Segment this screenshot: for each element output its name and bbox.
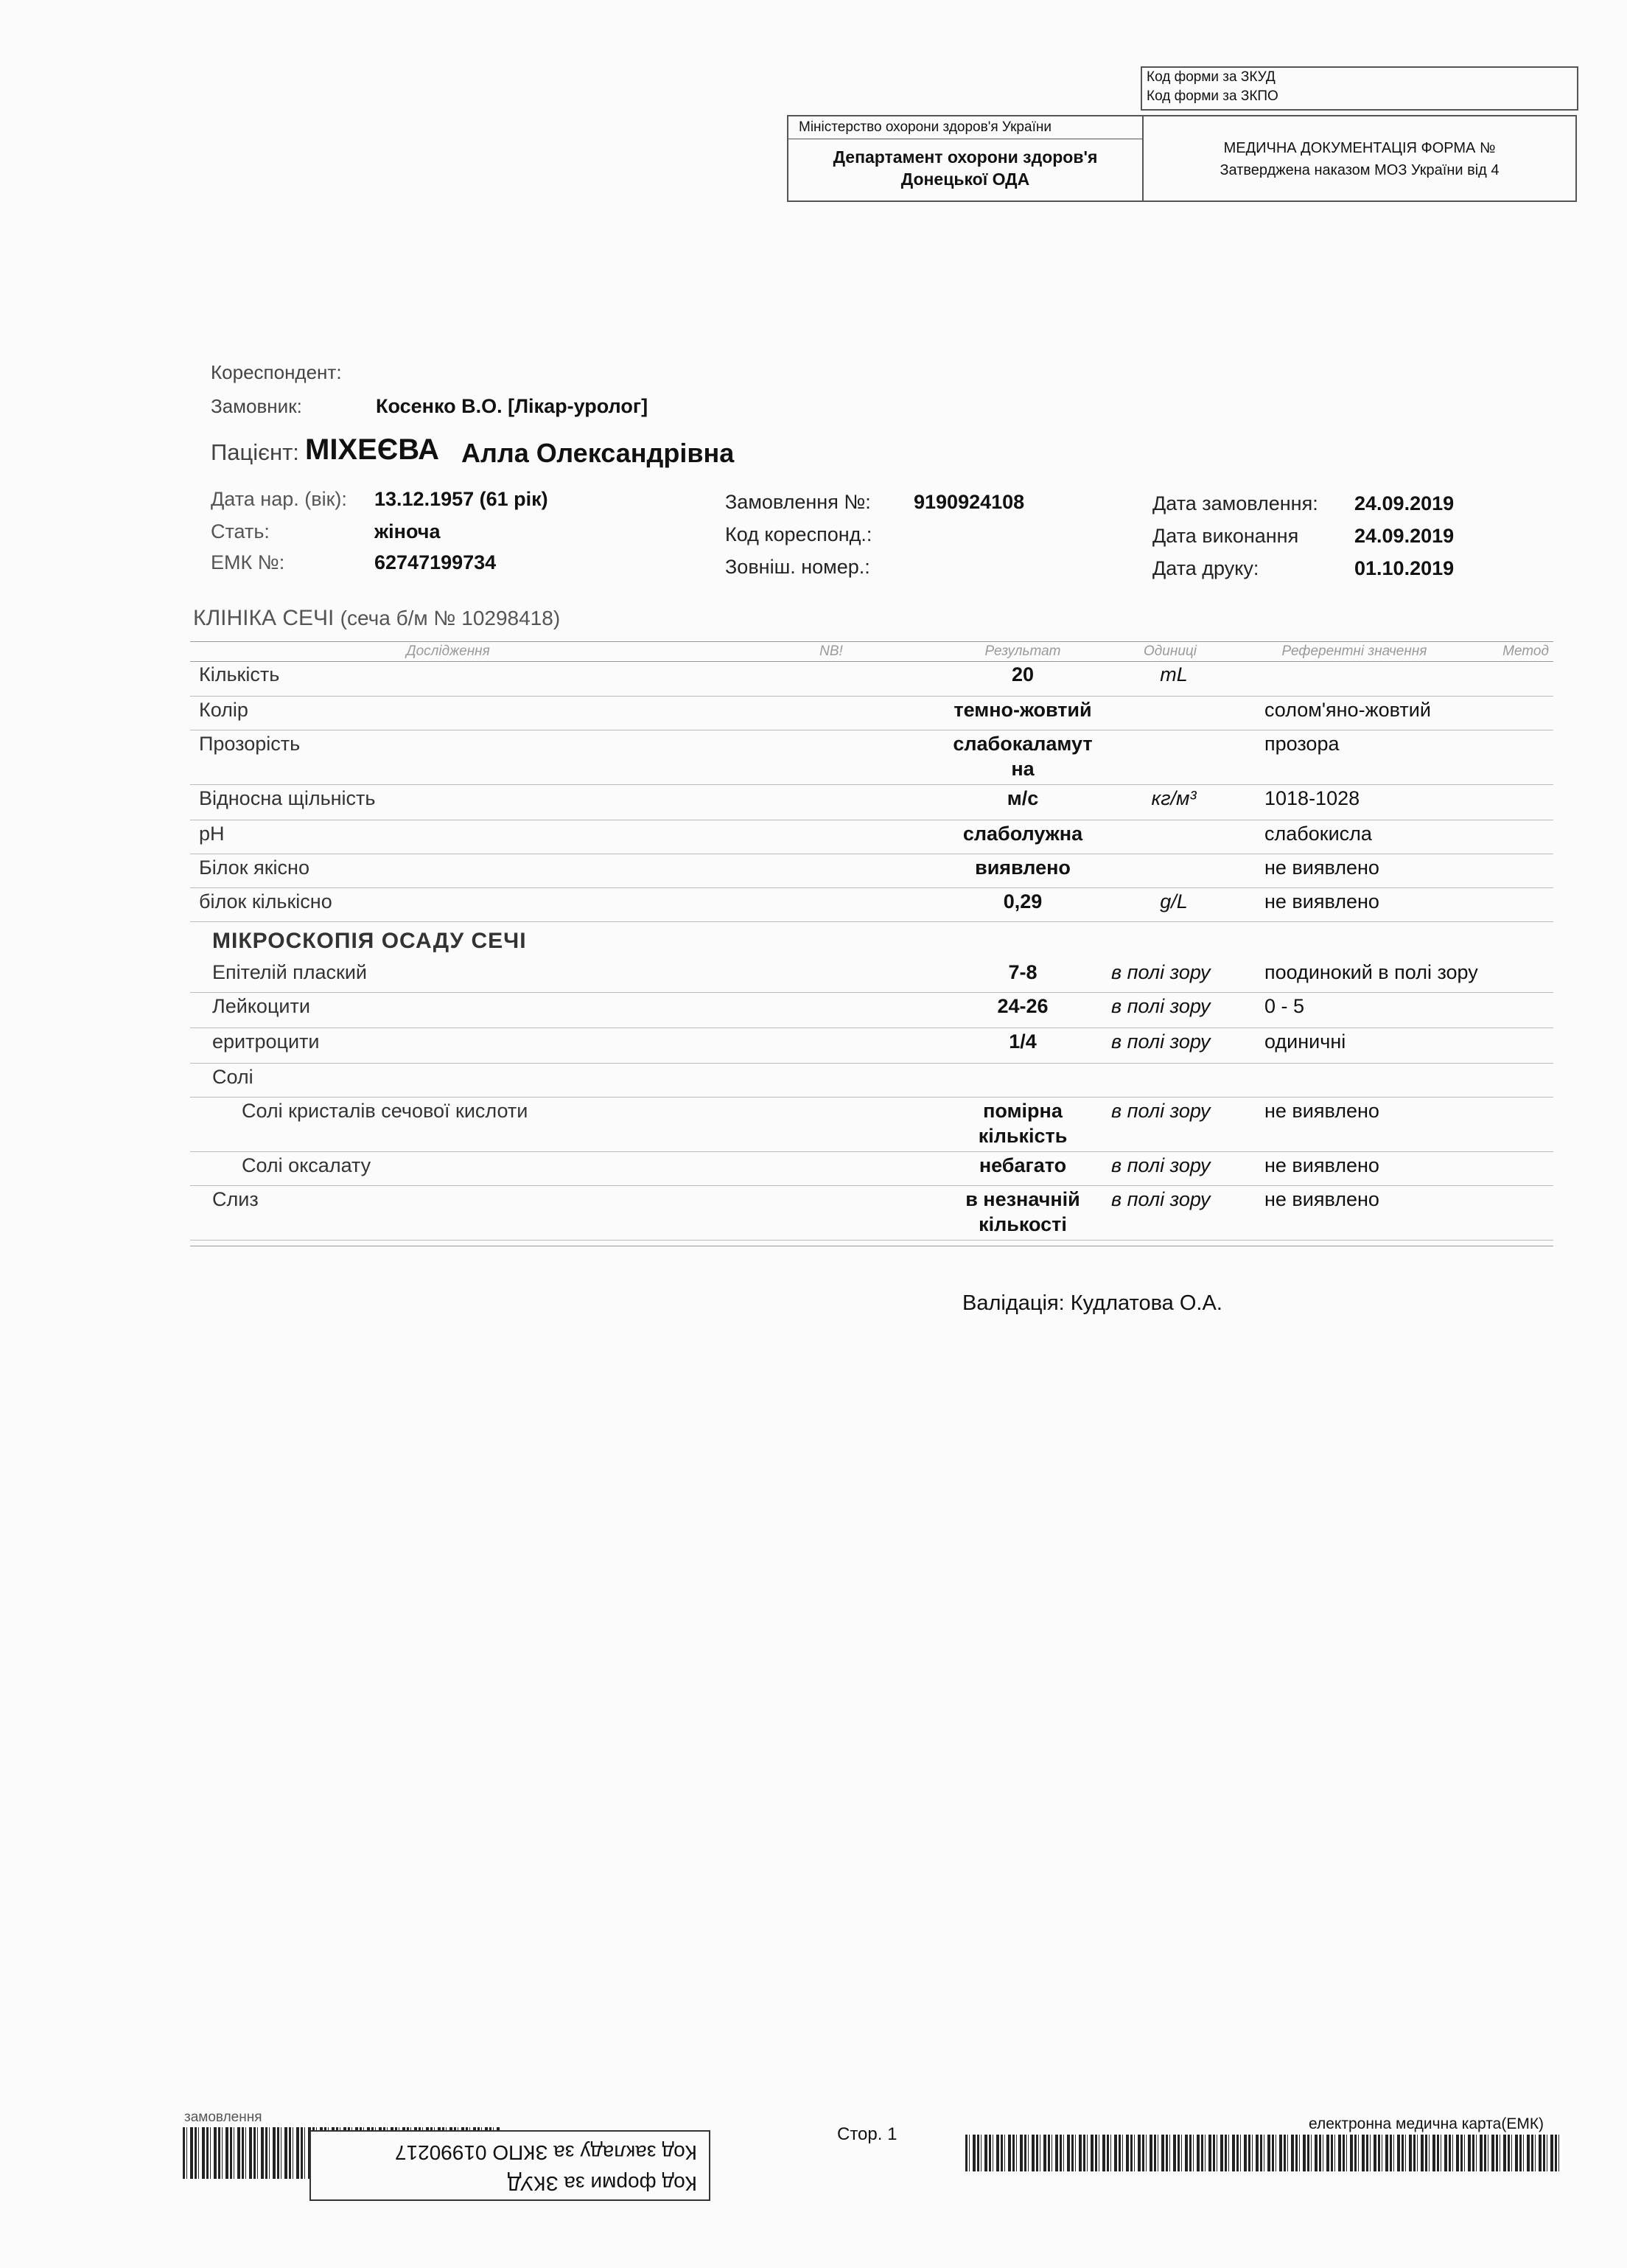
table-row [190,1151,1553,1185]
row-reference: солом'яно-жовтий [1264,699,1431,721]
ext-num-label: Зовніш. номер.: [725,556,870,578]
table-row [190,1027,1553,1063]
col-method: Метод [1502,643,1549,659]
order-date-label: Дата замовлення: [1152,492,1318,514]
row-result: 20 [1011,663,1035,685]
patient-surname: МІХЕЄВА [305,433,440,466]
row-result: в незначній [965,1188,1080,1210]
customer-value: Косенко В.О. [Лікар-уролог] [376,395,648,417]
row-reference: не виявлено [1264,1100,1379,1122]
exec-date-label: Дата виконання [1152,525,1299,547]
row-result-line2: кількість [978,1125,1068,1147]
col-result: Результат [984,643,1061,659]
row-name: Прозорість [199,733,301,755]
col-test: Дослідження [406,643,490,659]
form-code-zkud: Код форми за ЗКУД [1147,69,1276,85]
order-value: 9190924108 [914,491,1025,513]
row-result: 24-26 [997,995,1049,1017]
row-result: слаболужна [962,823,1083,845]
stamp-line1: Код форми за ЗКУД [507,2172,697,2195]
row-result: 0,29 [1003,890,1043,913]
row-unit: в полі зору [1111,995,1211,1017]
correspondent-label: Кореспондент: [211,361,342,383]
section-title [193,606,560,631]
row-reference: 0 - 5 [1264,995,1305,1017]
doc-form-line2: Затверджена наказом МОЗ України від 4 [1220,162,1500,178]
row-name: Відносна щільність [199,787,376,809]
corr-code-label: Код кореспонд.: [725,523,872,545]
validation: Валідація: Кудлатова О.А. [962,1291,1222,1315]
table-row [190,730,1553,784]
patient-given-names: Алла Олександрівна [461,438,735,468]
footer-emk-label: електронна медична карта(ЕМК) [1309,2115,1544,2132]
emk-label: ЕМК №: [211,551,285,573]
row-unit: в полі зору [1111,961,1211,983]
row-reference: 1018-1028 [1264,787,1360,809]
row-unit: в полі зору [1111,1030,1211,1053]
row-name: Епітелій плаский [212,961,368,983]
table-row [190,784,1553,820]
row-name: Кількість [199,663,280,685]
table-row [190,696,1553,730]
table-row [190,660,1553,696]
row-unit: в полі зору [1111,1100,1211,1122]
page-number: Стор. 1 [837,2124,898,2144]
barcode-right [965,2135,1562,2171]
row-result: 7-8 [1008,961,1038,983]
row-unit: в полі зору [1111,1188,1211,1210]
row-reference: не виявлено [1264,1154,1379,1176]
table-row [190,854,1553,887]
table-row [190,1097,1553,1151]
row-name: Солі оксалату [242,1154,371,1176]
row-name: Солі [212,1066,253,1088]
row-reference: не виявлено [1264,856,1379,879]
table-row [190,1063,1553,1097]
row-name: Солі кристалів сечової кислоти [242,1100,528,1122]
row-unit: кг/м³ [1151,787,1197,809]
form-code-zkpo: Код форми за ЗКПО [1147,88,1278,104]
row-result: помірна [983,1100,1063,1122]
sex-value: жіноча [374,520,441,542]
birth-label: Дата нар. (вік): [211,488,347,510]
form-code-box [1141,66,1578,111]
table-header [190,641,1553,662]
row-name: Білок якісно [199,856,309,879]
footer-order-label: замовлення [184,2110,262,2125]
inverted-stamp [309,2130,710,2201]
row-reference: не виявлено [1264,1188,1379,1210]
ministry-name: Міністерство охорони здоров'я України [799,119,1052,135]
microscopy-title: МІКРОСКОПІЯ ОСАДУ СЕЧІ [212,929,527,953]
row-reference: не виявлено [1264,890,1379,913]
table-row [190,992,1553,1027]
section-subtitle: (сеча б/м № 10298418) [340,607,561,629]
doc-form-line1: МЕДИЧНА ДОКУМЕНТАЦІЯ ФОРМА № [1223,140,1496,156]
row-name: еритроцити [212,1030,320,1053]
row-name: Колір [199,699,248,721]
col-units: Одиниці [1144,643,1197,659]
table-row [190,887,1553,921]
row-name: Лейкоцити [212,995,310,1017]
row-name: Слиз [212,1188,259,1210]
col-nb: NB! [819,643,843,659]
row-result: 1/4 [1009,1030,1037,1053]
row-name: pH [199,823,225,845]
patient-label: Пацієнт: [211,439,299,465]
row-reference: слабокисла [1264,823,1372,845]
print-date-value: 01.10.2019 [1354,557,1455,579]
table-row [190,820,1553,854]
department-name-2: Донецької ОДА [900,170,1030,189]
row-unit: g/L [1160,890,1188,913]
section-title-text: КЛІНІКА СЕЧІ [193,606,335,630]
row-result: небагато [979,1154,1067,1176]
emk-value: 62747199734 [374,551,497,573]
row-unit: в полі зору [1111,1154,1211,1176]
col-ref: Референтні значення [1281,643,1427,659]
row-reference: одиничні [1264,1030,1346,1053]
row-name: білок кількісно [199,890,332,913]
row-result: темно-жовтий [954,699,1092,721]
exec-date-value: 24.09.2019 [1354,525,1455,547]
stamp-line2: Код закладу за ЗКПО 01990217 [394,2141,697,2164]
department-name-1: Департамент охорони здоров'я [833,147,1098,167]
table-row [190,958,1553,992]
row-reference: поодинокий в полі зору [1264,961,1478,983]
row-unit: mL [1160,663,1188,685]
row-reference: прозора [1264,733,1340,755]
order-label: Замовлення №: [725,491,871,513]
ministry-box [787,115,1577,202]
table-row [190,1185,1553,1240]
row-result: м/с [1007,787,1039,809]
sex-label: Стать: [211,520,270,542]
birth-value: 13.12.1957 (61 рік) [374,488,548,510]
row-result: слабокаламут [953,733,1093,755]
print-date-label: Дата друку: [1152,557,1259,579]
row-result-line2: на [1011,758,1035,780]
row-result-line2: кількості [979,1213,1067,1235]
order-date-value: 24.09.2019 [1354,492,1455,514]
row-result: виявлено [975,856,1071,879]
customer-label: Замовник: [211,395,302,417]
